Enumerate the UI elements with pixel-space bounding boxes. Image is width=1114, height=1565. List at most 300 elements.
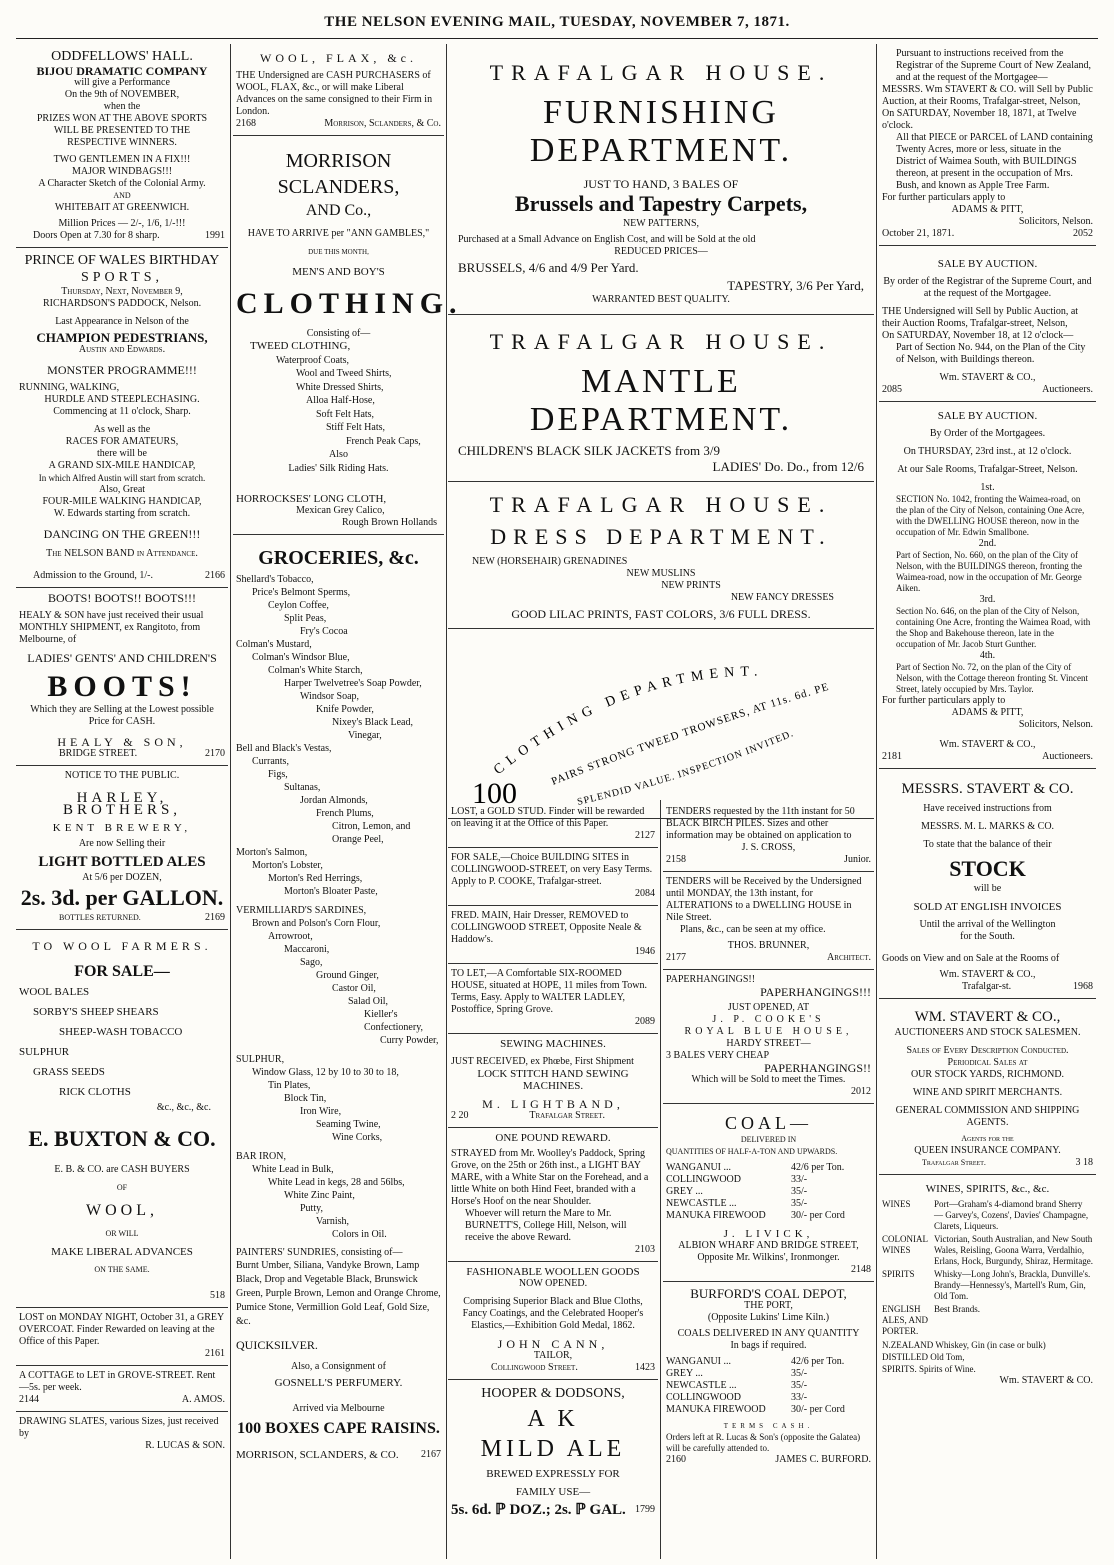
ad-line: At our Sale Rooms, Trafalgar-Street, Nelson. [897, 464, 1078, 475]
list-item: Castor Oil, [332, 983, 376, 994]
ad-stavert-stock [879, 769, 1096, 999]
ad-subheading: BIJOU DRAMATIC COMPANY [36, 64, 208, 78]
ad-line: MAJOR WINDBAGS!!! [71, 166, 173, 177]
table-cell: 30/- per Cord [791, 1210, 845, 1221]
masthead: THE NELSON EVENING MAIL, TUESDAY, NOVEMBER 7, 1871. [324, 14, 790, 30]
ad-line: HARLEY, BROTHERS, [62, 790, 182, 818]
column-5 [879, 44, 1096, 1559]
ad-heading: WM. STAVERT & CO., [914, 1009, 1061, 1025]
ad-line: FOUR-MILE WALKING HANDICAP, [42, 496, 202, 507]
ad-line: For further particulars apply to [882, 695, 1006, 706]
ad-line: when the [103, 101, 141, 112]
ad-line: Solicitors, Nelson. [1018, 216, 1093, 227]
list-item: Arrowroot, [268, 931, 313, 942]
ad-number: 2 20 [451, 1110, 469, 1121]
ad-number: 2161 [205, 1348, 225, 1359]
ad-line: Million Prices — 2/-, 1/6, 1/-!!! [58, 218, 186, 229]
ad-line: for the South. [960, 931, 1015, 942]
table-cell: GREY ... [666, 1186, 703, 1197]
ad-heading: SPORTS, [80, 270, 164, 285]
list-item: Colman's Mustard, [236, 639, 312, 650]
list-item: Morton's Red Herrings, [268, 873, 363, 884]
ad-line: BOTTLES RETURNED. [59, 913, 141, 922]
ad-line: BRIDGE STREET. [59, 748, 138, 759]
ad-line: STOCK [949, 856, 1026, 881]
ad-line: will be [973, 883, 1002, 894]
table-row [666, 1368, 871, 1380]
list-item: Tin Plates, [268, 1080, 311, 1091]
ad-line: JOHN CANN, [497, 1337, 609, 1351]
ad-number: 3 18 [1075, 1157, 1093, 1168]
ad-burford-coal-depot [663, 1282, 874, 1471]
ad-line: October 21, 1871. [882, 228, 955, 239]
list-item: Varnish, [316, 1216, 350, 1227]
ad-line: CLOTHING. [236, 287, 463, 320]
table-cell: 33/- [791, 1174, 808, 1185]
ad-line: 5s. 6d. ℙ DOZ.; 2s. ℙ GAL. [451, 1502, 626, 1518]
ad-number: 2158 [666, 854, 686, 865]
ad-number: 2127 [635, 830, 655, 841]
ad-line: JUST OPENED, AT [727, 1002, 810, 1013]
ad-line: Comprising Superior Black and Blue Cloths, Fancy Coatings, and the Celebrated Hooper's Elastics,—Exhibition Gold Medal, 1862. [462, 1296, 644, 1331]
ad-line: In bags if required. [730, 1340, 807, 1351]
ad-line: 2s. 3d. per GALLON. [20, 885, 224, 910]
ad-line: BOOTS! [47, 670, 197, 703]
ad-line: Trafalgar-st. [962, 981, 1012, 992]
masthead-rule [16, 38, 1098, 39]
ad-line: LOST, a GOLD STUD. Finder will be rewarded on leaving it at the Office of this Paper. [451, 806, 645, 829]
table-cell: 42/6 per Ton. [791, 1162, 845, 1173]
ad-number: 2166 [205, 570, 225, 581]
ad-line: THE Undersigned will Sell by Public Auction, at their Auction Rooms, Trafalgar-street, Nelson, [882, 306, 1079, 329]
ad-line: MORRISON, SCLANDERS, & CO. [236, 1449, 399, 1461]
ad-line: HAVE TO ARRIVE per "ANN GAMBLES," [247, 228, 430, 239]
ad-line: GENERAL COMMISSION AND SHIPPING [895, 1105, 1080, 1116]
ad-line: THE PORT, [744, 1300, 793, 1311]
ad-line: LADIES' GENTS' AND CHILDREN'S [27, 651, 217, 665]
ad-line: NEW FANCY DRESSES [730, 592, 834, 603]
list-item: Bell and Black's Vestas, [236, 743, 332, 754]
ad-oddfellows [16, 44, 228, 248]
ad-line: On THURSDAY, 23rd inst., at 12 o'clock. [903, 446, 1072, 457]
ad-number: 2167 [421, 1449, 441, 1460]
ad-line: WINE AND SPIRIT MERCHANTS. [912, 1087, 1063, 1098]
table-row [666, 1356, 871, 1368]
ad-line: WILL BE PRESENTED TO THE [53, 125, 191, 136]
ad-number: 2160 [666, 1454, 686, 1465]
ad-line: CHILDREN'S BLACK SILK JACKETS from 3/9 [458, 443, 720, 458]
ad-prince-of-wales-sports [16, 248, 228, 588]
ad-wm-stavert-co [879, 999, 1096, 1175]
trowsers-arc-graphic [458, 635, 878, 810]
ad-line: WARRANTED BEST QUALITY. [592, 294, 730, 305]
ad-heading: AND Co., [305, 202, 372, 219]
ad-heading: SEWING MACHINES. [500, 1038, 606, 1050]
ad-line: Goods on View and on Sale at the Rooms of [882, 953, 1060, 964]
ad-line: E. BUXTON & CO. [28, 1126, 216, 1151]
ad-line: On SATURDAY, November 18, at 12 o'clock— [882, 330, 1074, 341]
list-item: Knife Powder, [316, 704, 374, 715]
ad-wool-farmers [16, 930, 228, 1308]
wool-items-list [19, 982, 225, 1102]
ad-line: RUNNING, WALKING, [19, 382, 120, 393]
ad-line: Until the arrival of the Wellington [919, 919, 1056, 930]
ad-line: Part of Section, No. 660, on the plan of the City of Nelson, with the BUILDINGS thereon, fronting the Waimea-road, now in the occupation of Mr. George Aiken. [896, 550, 1082, 593]
ad-heading: BURFORD'S COAL DEPOT, [690, 1286, 847, 1301]
ad-line: J. P. COOKE'S [712, 1014, 825, 1025]
table-cell: Whisky—Long John's, Bracklа, Dunville's. Brandy—Hennessy's, Martell's Rum, Gin, Old Tom. [934, 1269, 1091, 1301]
table-cell: SPIRITS [882, 1269, 915, 1279]
table-cell: COLLINGWOOD [666, 1174, 741, 1185]
ad-heading: HOOPER & DODSONS, [481, 1386, 625, 1401]
ad-heading: SALE BY AUCTION. [937, 410, 1038, 422]
ad-line: Are now Selling their [78, 838, 166, 849]
ad-line: LOST on MONDAY NIGHT, October 31, a GREY OVERCOAT. Finder Rewarded on leaving at the Office of this Paper. [19, 1312, 224, 1347]
list-item: French Plums, [316, 808, 374, 819]
ad-line: TAILOR, [533, 1350, 573, 1361]
ad-line: BREWED EXPRESSLY FOR [486, 1468, 620, 1480]
ad-line: there will be [97, 448, 147, 459]
list-item: Alloa Half-Hose, [306, 395, 375, 406]
ad-number: 1968 [1073, 981, 1093, 992]
ad-to-let-house [448, 964, 658, 1034]
list-item: GRASS SEEDS [33, 1066, 105, 1078]
ad-line: A. AMOS. [181, 1394, 225, 1405]
ad-tenders-piles [663, 802, 874, 872]
table-row [882, 1304, 1093, 1337]
list-item: SORBY'S SHEEP SHEARS [33, 1006, 159, 1018]
list-item: Seaming Twine, [316, 1119, 381, 1130]
ad-line: At 5/6 per DOZEN, [82, 872, 162, 883]
ad-line: NEW PATTERNS, [622, 218, 700, 229]
ad-line: Whoever will return the Mare to Mr. BURNETT'S, College Hill, Nelson, will receive the above Reward. [465, 1208, 627, 1243]
table-row [666, 1162, 871, 1174]
list-item: Morton's Salmon, [236, 847, 308, 858]
ad-line: LOCK STITCH HAND SEWING MACHINES. [477, 1068, 629, 1092]
table-row [666, 1404, 871, 1416]
ad-line: Wm. STAVERT & CO., [939, 739, 1036, 750]
clothing-items-list [236, 340, 441, 475]
ad-line: WOOL, [86, 1202, 158, 1219]
ad-line: NEW MUSLINS [626, 568, 696, 579]
ad-line: Have received instructions from [923, 803, 1052, 814]
ad-line: In which Alfred Austin will start from scratch. [38, 473, 206, 483]
ad-heading: ODDFELLOWS' HALL. [51, 49, 193, 64]
ad-line: SECTION No. 1042, fronting the Waimea-road, on the plan of the City of Nelson, containing One Acre, with the DWELLING HOUSE thereon, now in the occupation of Mr. Edwin Smallbone. [896, 494, 1085, 537]
ad-line: Sales of Every Description Conducted. [906, 1045, 1069, 1056]
ad-fred-main [448, 906, 658, 964]
ad-line: &c., &c., &c. [156, 1102, 211, 1113]
ad-line: WHITEBAIT AT GREENWICH. [54, 202, 190, 213]
ad-line: J. LIVICK, [723, 1228, 814, 1240]
ad-number: 2170 [205, 748, 225, 759]
ad-line: HORROCKSES' LONG CLOTH, [236, 493, 387, 505]
ad-line: THE Undersigned are CASH PURCHASERS of WOOL, FLAX, &c., or will make Liberal Advances on the same consigned to their Firm in London. [236, 70, 433, 117]
ad-line: Auctioneers. [1042, 384, 1093, 395]
ad-line: Wm. STAVERT & CO., [939, 372, 1036, 383]
ad-line: GOSNELL'S PERFUMERY. [274, 1377, 403, 1389]
ad-line: PRIZES WON AT THE ABOVE SPORTS [36, 113, 208, 124]
ad-line: All that PIECE or PARCEL of LAND containing Twenty Acres, more or less, situate in the District of Waimea South, with BUILDINGS thereon, at present in the occupation of Mrs. Bush, and known as Apple Tree Farm. [896, 132, 1093, 191]
list-item: Ceylon Coffee, [268, 600, 329, 611]
list-item: SULPHUR, [236, 1054, 285, 1065]
table-cell: Victorian, South Australian, and New South Wales, Reisling, Goona Warra, Verdalhio, Erlans, Hock, Burgundy, Shiraz, Hermitage. [934, 1234, 1093, 1266]
ad-line: Austin and Edwards. [78, 344, 166, 355]
ad-line: Opposite Mr. Wilkins', Ironmonger. [697, 1252, 840, 1263]
ad-line: RICHARDSON'S PADDOCK, Nelson. [42, 298, 202, 309]
list-item: Window Glass, 12 by 10 to 30 to 18, [252, 1067, 399, 1078]
ad-line: JUST TO HAND, 3 BALES OF [583, 177, 739, 191]
table-cell: 35/- [791, 1186, 808, 1197]
list-item: Curry Powder, [380, 1035, 439, 1046]
ad-sewing-machines [448, 1034, 658, 1128]
list-item: TWEED CLOTHING, [250, 340, 351, 352]
ad-line: HEALY & SON, [57, 735, 187, 749]
ad-line: Pursuant to instructions received from the Registrar of the Supreme Court of New Zealand, and at the request of the Mortgagee— [896, 48, 1091, 83]
ad-line: DANCING ON THE GREEN!!! [43, 527, 201, 541]
ad-heading: ONE POUND REWARD. [495, 1132, 611, 1144]
table-cell: ENGLISH ALES, AND PORTER. [882, 1304, 929, 1336]
ad-line: Which they are Selling at the Lowest possible Price for CASH. [30, 704, 214, 727]
ad-line: TWO GENTLEMEN IN A FIX!!! [53, 154, 191, 165]
ad-line: MAKE LIBERAL ADVANCES [51, 1246, 193, 1258]
ad-line: BRUSSELS, 4/6 and 4/9 Per Yard. [458, 260, 639, 275]
list-item: Morton's Bloater Paste, [284, 886, 378, 897]
ad-line: PAPERHANGINGS!! [764, 1061, 871, 1075]
ad-line: For further particulars apply to [882, 192, 1006, 203]
ad-line: Morrison, Sclanders, & Co. [324, 118, 441, 129]
groceries-items-list [236, 573, 441, 1241]
list-item: Salad Oil, [348, 996, 388, 1007]
ad-line: PAPERHANGINGS!!! [760, 985, 871, 999]
ad-number: 2144 [19, 1394, 39, 1405]
table-row [666, 1380, 871, 1392]
ad-line: Solicitors, Nelson. [1018, 719, 1093, 730]
ad-line: 100 BOXES CAPE RAISINS. [237, 1420, 440, 1437]
ad-line: Admission to the Ground, 1/-. [33, 570, 153, 581]
table-cell: COLLINGWOOD [666, 1392, 741, 1403]
list-item: Block Tin, [284, 1093, 327, 1104]
ad-number: 2089 [635, 1016, 655, 1027]
ad-line: 4th. [979, 650, 996, 661]
ad-heading: PRINCE OF WALES BIRTHDAY [24, 253, 220, 268]
table-row [666, 1198, 871, 1210]
ad-hooper-dodsons [448, 1380, 658, 1521]
ad-line: J. S. CROSS, [741, 842, 796, 853]
table-cell: 42/6 per Ton. [791, 1356, 845, 1367]
ad-line: Also, Great [98, 484, 146, 495]
ad-line: GOOD LILAC PRINTS, FAST COLORS, 3/6 FULL DRESS. [511, 607, 811, 621]
list-item: RICK CLOTHS [59, 1086, 131, 1098]
ad-line: Doors Open at 7.30 for 8 sharp. [33, 230, 160, 241]
ad-line: MESSRS. Wm STAVERT & CO. will Sell by Public Auction, at their Rooms, Trafalgar-street, Nelson, [882, 84, 1093, 107]
ad-line: Commencing at 11 o'clock, Sharp. [53, 406, 191, 417]
table-cell: MANUKA FIREWOOD [666, 1210, 766, 1221]
table-cell: 35/- [791, 1380, 808, 1391]
ad-sale-by-auction-mortgagees [879, 402, 1096, 769]
ad-line: Last Appearance in Nelson of the [55, 316, 189, 327]
ad-mantle-department [448, 315, 874, 482]
ad-line: JAMES C. BURFORD. [775, 1454, 871, 1465]
ad-lost-overcoat [16, 1308, 228, 1366]
ad-building-sites [448, 848, 658, 906]
ad-number: 2181 [882, 751, 902, 762]
table-cell: WANGANUI ... [666, 1162, 731, 1173]
ad-line: Wm. STAVERT & CO., [939, 969, 1036, 980]
wines-table [882, 1199, 1093, 1337]
ad-line: R. LUCAS & SON. [145, 1440, 225, 1451]
ad-line: FOR SALE— [74, 963, 170, 980]
ad-lost-gold-stud [448, 802, 658, 848]
arc-number: 100 [472, 777, 517, 810]
ad-line: will give a Performance [74, 77, 170, 88]
ad-line: HARDY STREET— [726, 1038, 811, 1049]
ad-line: Burnt Umber, Siliana, Vandyke Brown, Lamp Black, Drop and Vegetable Black, Brunswick Green, Purple Brown, Lemon and Orange Chrome, Pumice Stone, Vermillion Gold Leaf, Gold Size, &c. [236, 1260, 441, 1327]
table-row [666, 1210, 871, 1222]
ad-heading: COAL— [725, 1113, 812, 1133]
table-cell: Port—Graham's 4-diamond brand Sherry — Garvey's, Cozens', Davies' Champagne, Clarets, Liqueurs. [934, 1199, 1089, 1231]
ad-heading: FURNISHING DEPARTMENT. [529, 94, 793, 169]
ad-heading: TRAFALGAR HOUSE. [489, 492, 833, 517]
ad-line: Which will be Sold to meet the Times. [691, 1074, 846, 1085]
list-item: Morton's Lobster, [252, 860, 323, 871]
ad-line: HEALY & SON have just received their usual MONTHLY SHIPMENT, ex Rangitoto, from Melbourne, of [19, 610, 204, 645]
ad-line: RESPECTIVE WINNERS. [67, 137, 177, 148]
ad-line: W. Edwards starting from scratch. [53, 508, 191, 519]
ad-coal-livick [663, 1104, 874, 1282]
arc-heading: CLOTHING DEPARTMENT. [491, 664, 764, 779]
ad-line: Architect. [827, 952, 871, 963]
table-cell: 33/- [791, 1392, 808, 1403]
list-item: Putty, [300, 1203, 323, 1214]
ad-line: OUR STOCK YARDS, RICHMOND. [910, 1069, 1065, 1080]
ad-line: To state that the balance of their [923, 839, 1052, 850]
ad-line: PAINTERS' SUNDRIES, consisting of— [236, 1247, 403, 1258]
list-item: Waterproof Coats, [276, 354, 350, 366]
table-cell: WINES [882, 1199, 911, 1209]
ad-line: TENDERS requested by the 11th instant for 50 BLACK BIRCH PILES. Sizes and other information may be obtained on application to [666, 806, 855, 841]
ad-line: JUST RECEIVED, ex Phœbe, First Shipment [451, 1056, 634, 1067]
ad-heading: TRAFALGAR HOUSE. [489, 60, 833, 85]
ad-line: Arrived via Melbourne [292, 1403, 385, 1414]
list-item: Colman's Windsor Blue, [252, 652, 350, 663]
ad-number: 1991 [205, 230, 225, 241]
ad-number: 2177 [666, 952, 686, 963]
column-4 [663, 802, 874, 1559]
ad-number: 1946 [635, 946, 655, 957]
ad-line: Rough Brown Hollands [342, 517, 437, 528]
ad-heading: MESSRS. STAVERT & CO. [901, 781, 1074, 797]
ad-heading: DRESS DEPARTMENT. [490, 524, 832, 549]
list-item: Maccaroni, [284, 944, 330, 955]
table-row [882, 1199, 1093, 1232]
ad-line: On SATURDAY, November 18, 1871, at Twelve o'clock. [882, 108, 1077, 131]
ad-line: Collingwood Street. [491, 1362, 578, 1373]
ad-wines-spirits [879, 1175, 1096, 1392]
ad-wool-flax [233, 44, 444, 136]
ad-number: 2169 [205, 912, 225, 923]
ad-number: 2085 [882, 384, 902, 395]
ad-line: TO LET,—A Comfortable SIX-ROOMED HOUSE, situated at HOPE, 11 miles from Town. Terms, Easy. Apply to WALTER LADLEY, Postoffice, Spring Grove. [451, 968, 647, 1015]
ad-line: ROYAL BLUE HOUSE, [684, 1026, 853, 1037]
ad-line: The NELSON BAND in Attendance. [46, 548, 198, 559]
ad-line: By Order of the Mortgagees. [929, 428, 1046, 439]
ad-heading: GROCERIES, &c. [258, 547, 419, 569]
ad-line: A K [527, 1406, 579, 1432]
list-item: Ladies' Silk Riding Hats. [288, 462, 389, 474]
list-item: Citron, Lemon, and Orange Peel, [332, 821, 411, 845]
ad-line: AUCTIONEERS AND STOCK SALESMEN. [894, 1027, 1081, 1038]
ad-line: Auctioneers. [1042, 751, 1093, 762]
ad-clothing-department [448, 629, 874, 819]
ad-line: PAPERHANGINGS!! [666, 974, 756, 985]
list-item: Fry's Cocoa [300, 626, 348, 637]
ad-line: DELIVERED IN [740, 1135, 797, 1144]
list-item: Sultanas, [284, 782, 321, 793]
ad-line: DISTILLED Old Tom, [882, 1352, 965, 1362]
ad-dress-department [448, 482, 874, 629]
ad-heading: MANTLE DEPARTMENT. [529, 363, 793, 438]
ad-heading: MORRISON SCLANDERS, [277, 150, 400, 198]
ad-heading: NOTICE TO THE PUBLIC. [64, 770, 180, 781]
ad-line: ADAMS & PITT, [951, 707, 1024, 718]
ad-line: Mexican Grey Calico, [296, 505, 385, 516]
ad-auction-apple-tree-farm [879, 44, 1096, 246]
ad-line: NEW (HORSEHAIR) GRENADINES [472, 556, 628, 567]
table-cell: 30/- per Cord [791, 1404, 845, 1415]
ad-line: Brussels and Tapestry Carpets, [514, 191, 808, 216]
coal-price-table [666, 1162, 871, 1222]
ad-line: ALBION WHARF AND BRIDGE STREET, [678, 1240, 859, 1251]
ad-line: A COTTAGE to LET in GROVE-STREET. Rent—5s. per week. [19, 1370, 216, 1393]
ad-line: Part of Section No. 72, on the plan of the City of Nelson, with the Cottage thereon fronting St. Vincent Street, lately occupied by Mrs. Taylor. [896, 662, 1089, 694]
ad-line: REDUCED PRICES— [614, 246, 708, 257]
ad-line: Section No. 646, on the plan of the City of Nelson, containing One Acre, fronting the Waimea Road, with the Shop and Bakehouse thereon, late in the occupation of Mr. Jacob Sturt Gunther. [896, 606, 1091, 649]
ad-line: Thursday, Next, November 9, [61, 286, 183, 297]
table-cell: NEWCASTLE ... [666, 1198, 737, 1209]
list-item: Sago, [300, 957, 323, 968]
ad-line: A GRAND SIX-MILE HANDICAP, [48, 460, 196, 471]
ad-line: TAPESTRY, 3/6 Per Yard, [727, 278, 864, 293]
ad-line: KENT BREWERY, [52, 822, 192, 834]
ad-line: 2nd. [978, 538, 997, 549]
table-cell: Best Brands. [934, 1304, 980, 1314]
ad-heading: FASHIONABLE WOOLLEN GOODS [466, 1266, 640, 1278]
list-item: Wine Corks, [332, 1132, 383, 1143]
ad-heading: BOOTS! BOOTS!! BOOTS!!! [48, 591, 196, 605]
table-cell: COLONIAL WINES [882, 1234, 928, 1255]
ad-line: 3rd. [979, 594, 996, 605]
ad-line: QUICKSILVER. [236, 1338, 318, 1352]
ad-line: ON THE SAME. [94, 1265, 150, 1274]
ad-paperhangings [663, 970, 874, 1104]
ad-number: 2052 [1073, 228, 1093, 239]
ad-line: ADAMS & PITT, [951, 204, 1024, 215]
ad-line: OR WILL [105, 1229, 139, 1238]
list-item: French Peak Caps, [346, 435, 421, 447]
ad-line: 1st. [980, 482, 995, 493]
ad-line: NEW PRINTS [661, 580, 721, 591]
burford-price-table [666, 1356, 871, 1416]
table-cell: 35/- [791, 1368, 808, 1379]
table-cell: NEWCASTLE ... [666, 1380, 737, 1391]
ad-line: HURDLE AND STEEPLECHASING. [44, 394, 200, 405]
column-trafalgar-house [448, 44, 874, 810]
ad-boots [16, 588, 228, 766]
table-cell: MANUKA FIREWOOD [666, 1404, 766, 1415]
ad-line: MONSTER PROGRAMME!!! [47, 363, 197, 377]
ad-morrison-sclanders-clothing [233, 136, 463, 535]
